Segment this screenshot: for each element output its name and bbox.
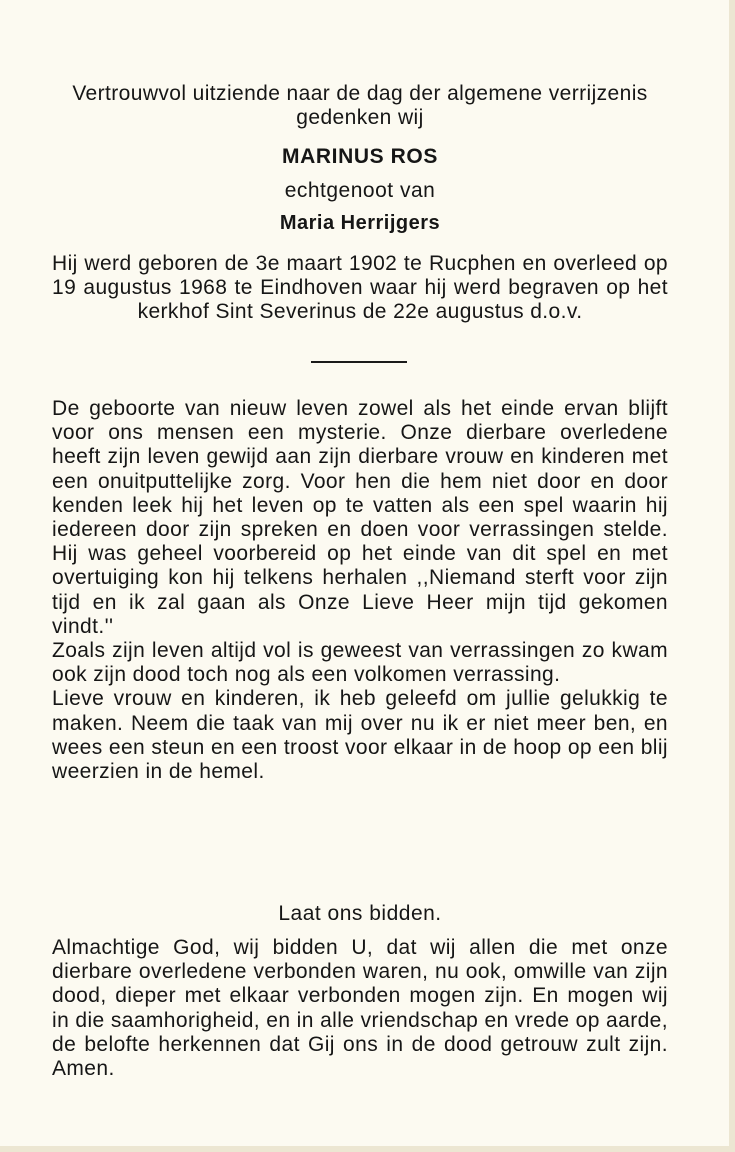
- prayer-title: Laat ons bidden.: [278, 902, 442, 925]
- memorial-body: [52, 397, 668, 784]
- body-paragraph: Zoals zijn leven altijd vol is geweest van verrassingen zo kwam ook zijn dood toch nog als een volkomen verrassing.: [52, 639, 668, 687]
- body-paragraph: De geboorte van nieuw leven zowel als het einde ervan blijft voor ons mensen een mysterie. Onze dierbare overledene heeft zijn leven gewijd aan zijn dierbare vrouw en kinderen met een onuitputtelijke zorg. Voor hen die hem niet door en door kenden leek hij het leven op te vatten als een spel waarin hij iedereen door zijn spreken en doen voor verrassingen stelde. Hij was geheel voorbereid op het einde van dit spel en met overtuiging kon hij telkens herhalen ,,Niemand sterft voor zijn tijd en ik zal gaan als Onze Lieve Heer mijn tijd gekomen vindt.'': [52, 397, 668, 638]
- spouse-name: Maria Herrijgers: [279, 212, 441, 234]
- biography-text: Hij werd geboren de 3e maart 1902 te Rucphen en overleed op 19 augustus 1968 te Eindhoven waar hij werd begraven op het kerkhof Sint Severinus de 22e augustus d.o.v.: [52, 252, 668, 324]
- divider-line: [311, 361, 407, 363]
- prayer-text: Almachtige God, wij bidden U, dat wij allen die met onze dierbare overledene verbonden waren, nu ook, omwille van zijn dood, dieper met elkaar verbonden mogen zijn. En mogen wij in die saamhorigheid, en in alle vriendschap en vrede op aarde, de belofte herkennen dat Gij ons in de dood getrouw zult zijn. Amen.: [52, 936, 668, 1081]
- intro-text: Vertrouwvol uitziende naar de dag der algemene verrijzenis gedenken wij: [72, 82, 648, 130]
- deceased-name: MARINUS ROS: [282, 145, 438, 168]
- spouse-label: echtgenoot van: [284, 179, 436, 202]
- body-paragraph: Lieve vrouw en kinderen, ik heb geleefd om jullie gelukkig te maken. Neem die taak van mij over nu ik er niet meer ben, en wees een steun en een troost voor elkaar in de hoop op een blij weerzien in de hemel.: [52, 687, 668, 784]
